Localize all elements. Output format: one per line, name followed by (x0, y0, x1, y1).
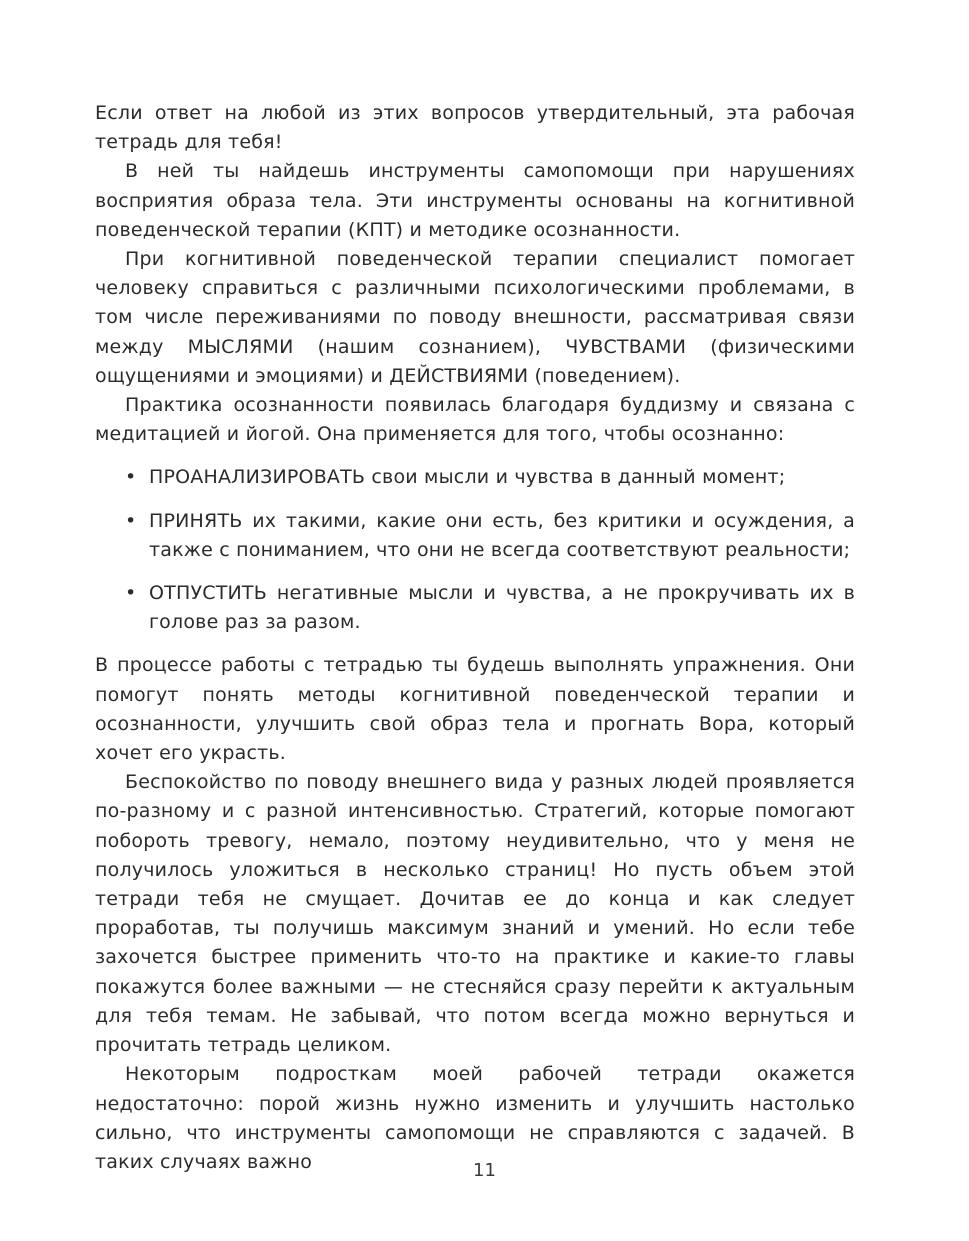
mindfulness-list (95, 463, 855, 637)
paragraph-answer-yes: Если ответ на любой из этих вопросов утвердительный, эта рабочая тетрадь для тебя! (95, 102, 855, 154)
paragraph-cbt-description: При когнитивной поведенческой терапии специалист помогает человеку справиться с различными психологическими проблемами, в том числе переживаниями по поводу внешности, рассматривая связи между МЫСЛЯМИ (нашим сознанием), ЧУВСТВАМИ (физическими ощущениями и эмоциями) и ДЕЙСТВИЯМИ (поведением). (95, 248, 855, 387)
bullet-icon: • (125, 582, 137, 605)
list-item (95, 579, 855, 637)
bullet-icon: • (125, 509, 137, 532)
paragraph-workbook-exercises: В процессе работы с тетрадью ты будешь выполнять упражнения. Они помогут понять методы когнитивной поведенческой терапии и осознанности, улучшить свой образ тела и прогнать Вора, который хочет его украсть. (95, 654, 855, 765)
paragraph-not-enough: Некоторым подросткам моей рабочей тетради окажется недостаточно: порой жизнь нужно изменить и улучшить настолько сильно, что инструменты самопомощи не справляются с задачей. В таких случаях важно (95, 1063, 855, 1173)
paragraph-anxiety-strategies: Беспокойство по поводу внешнего вида у разных людей проявляется по-разному и с разной интенсивностью. Стратегий, которые помогают побороть тревогу, немало, поэтому неудивительно, что у меня не получилось уложиться в несколько страниц! Но пусть объем этой тетради тебя не смущает. Дочитав ее до конца и как следует проработав, ты получишь максимум знаний и умений. Но если тебе захочется быстрее применить что-то на практике и какие-то главы покажутся более важными — не стесняйся сразу перейти к актуальным для тебя темам. Не забывай, что потом всегда можно вернуться и прочитать тетрадь целиком. (95, 771, 855, 1057)
list-item-text: ПРИНЯТЬ их такими, какие они есть, без критики и осуждения, а также с пониманием, что они не всегда соответствуют реальности; (149, 509, 855, 561)
paragraph-mindfulness-intro: Практика осознанности появилась благодаря буддизму и связана с медитацией и йогой. Она применяется для того, чтобы осознанно: (95, 394, 855, 446)
page-body (95, 99, 855, 1177)
bullet-icon: • (125, 466, 137, 489)
list-item-text: ПРОАНАЛИЗИРОВАТЬ свои мысли и чувства в данный момент; (149, 466, 786, 489)
page-number: 11 (473, 1160, 496, 1181)
list-item-text: ОТПУСТИТЬ негативные мысли и чувства, а не прокручивать их в голове раз за разом. (149, 582, 855, 634)
list-item (95, 507, 855, 565)
paragraph-self-help-tools: В ней ты найдешь инструменты самопомощи при нарушениях восприятия образа тела. Эти инструменты основаны на когнитивной поведенческой терапии (КПТ) и методике осознанности. (95, 160, 855, 241)
list-item (95, 463, 855, 492)
